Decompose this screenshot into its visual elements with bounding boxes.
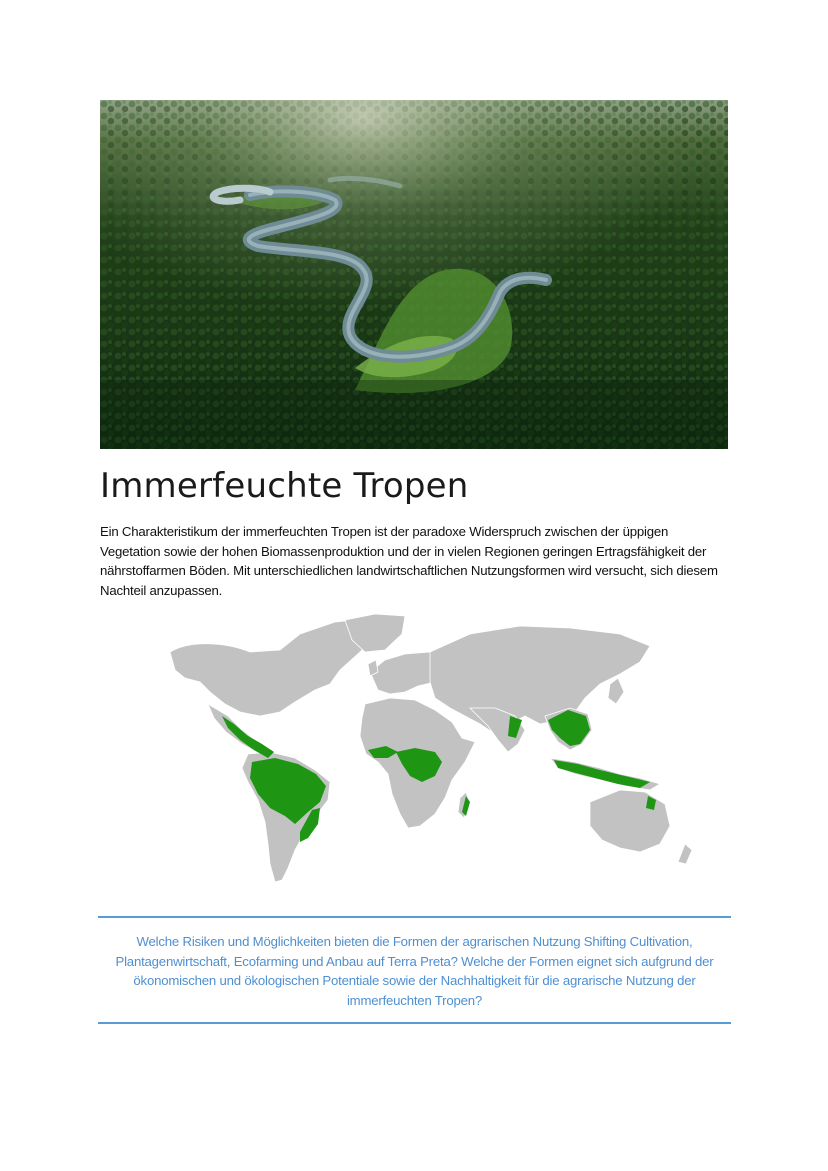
research-question: Welche Risiken und Möglichkeiten bieten die Formen der agrarischen Nutzung Shifting Cultivation, Plantagenwirtschaft, Ecofarming und Anbau auf Terra Preta? Welche der Formen eignet sich aufgrund der ökonomischen und ökologischen Potentiale sowie der Nachhaltigkeit für die agrarische Nutzung der immerfeuchten Tropen? bbox=[115, 934, 714, 1008]
intro-paragraph: Ein Charakteristikum der immerfeuchten Tropen ist der paradoxe Widerspruch zwischen der üppigen Vegetation sowie der hohen Biomassenproduktion und der in vielen Regionen geringen Ertragsfähigkeit der nährstoffarmen Böden. Mit unterschiedlichen landwirtschaftlichen Nutzungsformen wird versucht, sich diesem Nachteil anzupassen. bbox=[100, 524, 718, 598]
page-title: Immerfeuchte Tropen bbox=[100, 466, 469, 506]
new-zealand-land bbox=[678, 844, 692, 864]
world-map-tropics bbox=[130, 612, 730, 887]
australia-land bbox=[590, 790, 670, 852]
north-america-land bbox=[170, 618, 380, 716]
japan-land bbox=[608, 678, 624, 704]
research-question-box bbox=[98, 916, 731, 1024]
hero-rainforest-photo bbox=[100, 100, 728, 449]
tropics-central-america bbox=[222, 716, 274, 758]
tropics-indonesia bbox=[554, 760, 650, 788]
